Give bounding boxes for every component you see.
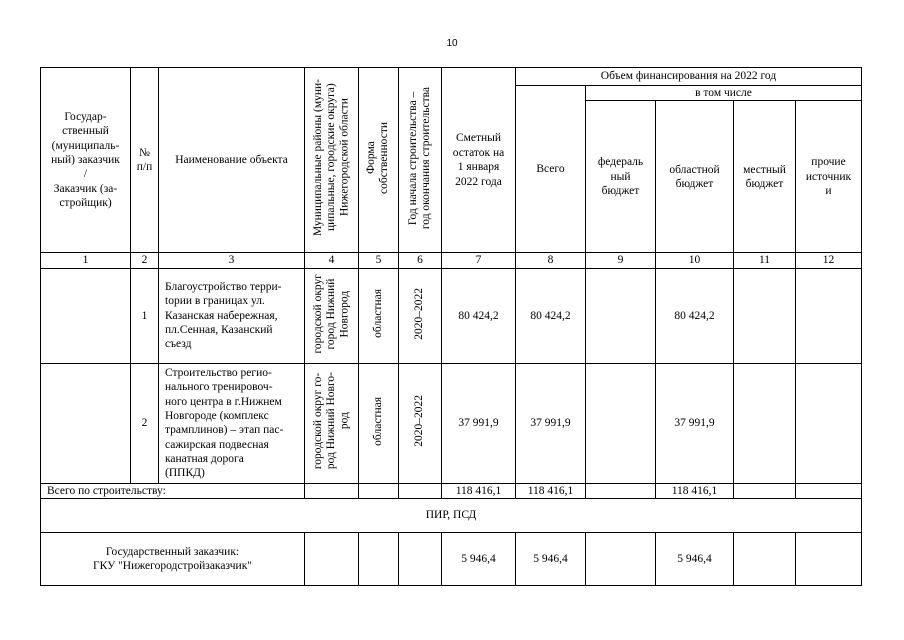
column-number: 7 (442, 253, 516, 268)
column-numbers-row (41, 253, 862, 268)
column-number: 1 (41, 253, 131, 268)
column-number: 5 (359, 253, 399, 268)
column-number: 3 (159, 253, 305, 268)
subtotal-empty (359, 483, 399, 498)
customer-empty (586, 533, 656, 586)
column-number: 2 (131, 253, 159, 268)
row-estimate: 37 991,9 (442, 363, 516, 483)
row-municipality-text: городской округ го- род Нижний Новго- род (311, 372, 351, 470)
customer-empty (359, 533, 399, 586)
column-number: 6 (399, 253, 442, 268)
subtotal-empty (734, 483, 796, 498)
customer-empty (734, 533, 796, 586)
customer-empty (399, 533, 442, 586)
row-federal (586, 363, 656, 483)
customer-empty (796, 533, 862, 586)
row-object-name: Благоустройство терри- tории в границах ул. Казанская набережная, пл.Сенная, Казанский съезд (159, 268, 305, 363)
header-municipality-text: Муниципальные районы (муни- ципальные, городские округа) Нижегородской области (311, 79, 351, 237)
customer-regional: 5 946,4 (656, 533, 734, 586)
row-estimate: 80 424,2 (442, 268, 516, 363)
customer-label: Государственный заказчик: ГКУ "Нижегородстройзаказчик" (41, 533, 305, 586)
row-ownership-text: областная (371, 396, 384, 446)
column-number: 9 (586, 253, 656, 268)
section-row (41, 499, 862, 533)
header-years (399, 68, 442, 253)
subtotal-empty (305, 483, 359, 498)
row-total: 80 424,2 (516, 268, 586, 363)
row-local (734, 363, 796, 483)
customer-total: 5 946,4 (516, 533, 586, 586)
table-row (41, 268, 862, 363)
column-number: 10 (656, 253, 734, 268)
row-regional: 37 991,9 (656, 363, 734, 483)
row-federal (586, 268, 656, 363)
row-num: 1 (131, 268, 159, 363)
subtotal-empty (586, 483, 656, 498)
column-number: 4 (305, 253, 359, 268)
header-row-1 (41, 68, 862, 86)
row-customer (41, 363, 131, 483)
row-num: 2 (131, 363, 159, 483)
subtotal-row (41, 483, 862, 498)
customer-estimate: 5 946,4 (442, 533, 516, 586)
column-number: 11 (734, 253, 796, 268)
header-regional: областной бюджет (656, 101, 734, 253)
header-other: прочие источник и (796, 101, 862, 253)
header-funding-group: Объем финансирования на 2022 год (516, 68, 862, 86)
row-local (734, 268, 796, 363)
column-number: 8 (516, 253, 586, 268)
header-num: № п/п (131, 68, 159, 253)
header-federal: федераль ный бюджет (586, 101, 656, 253)
row-municipality (305, 363, 359, 483)
header-object-name: Наименование объекта (159, 68, 305, 253)
header-total: Всего (516, 86, 586, 253)
subtotal-label: Всего по строительству: (41, 483, 305, 498)
header-ownership (359, 68, 399, 253)
row-years-text: 2020–2022 (413, 287, 426, 340)
row-ownership (359, 268, 399, 363)
header-municipality (305, 68, 359, 253)
subtotal-empty (796, 483, 862, 498)
row-total: 37 991,9 (516, 363, 586, 483)
header-years-text: Год начала строительства – год окончания строительства (406, 86, 432, 230)
header-estimate: Сметный остаток на 1 января 2022 года (442, 68, 516, 253)
subtotal-empty (399, 483, 442, 498)
construction-funding-table (40, 67, 862, 586)
row-municipality-text: городской округ город Нижний Новгород (311, 273, 351, 354)
column-number: 12 (796, 253, 862, 268)
row-object-name: Строительство регио- нального тренировоч- ного центра в г.Нижнем Новгороде (комплекс трамплинов) – этап пас- сажирская подвесная канатная дорога (ППКД) (159, 363, 305, 483)
section-title: ПИР, ПСД (41, 499, 862, 533)
row-regional: 80 424,2 (656, 268, 734, 363)
row-customer (41, 268, 131, 363)
page-number: 10 (446, 38, 458, 49)
subtotal-regional: 118 416,1 (656, 483, 734, 498)
subtotal-estimate: 118 416,1 (442, 483, 516, 498)
row-years-text: 2020–2022 (413, 395, 426, 447)
row-ownership (359, 363, 399, 483)
row-years (399, 363, 442, 483)
header-including: в том числе (586, 86, 862, 101)
row-municipality (305, 268, 359, 363)
row-years (399, 268, 442, 363)
header-ownership-text: Форма собственности (365, 122, 391, 194)
customer-empty (305, 533, 359, 586)
row-ownership-text: областная (371, 289, 384, 338)
row-other (796, 268, 862, 363)
table-row (41, 363, 862, 483)
row-other (796, 363, 862, 483)
header-local: местный бюджет (734, 101, 796, 253)
subtotal-total: 118 416,1 (516, 483, 586, 498)
header-customer: Государ- ственный (муниципаль- ный) заказчик / Заказчик (за- стройщик) (41, 68, 131, 253)
customer-row (41, 533, 862, 586)
